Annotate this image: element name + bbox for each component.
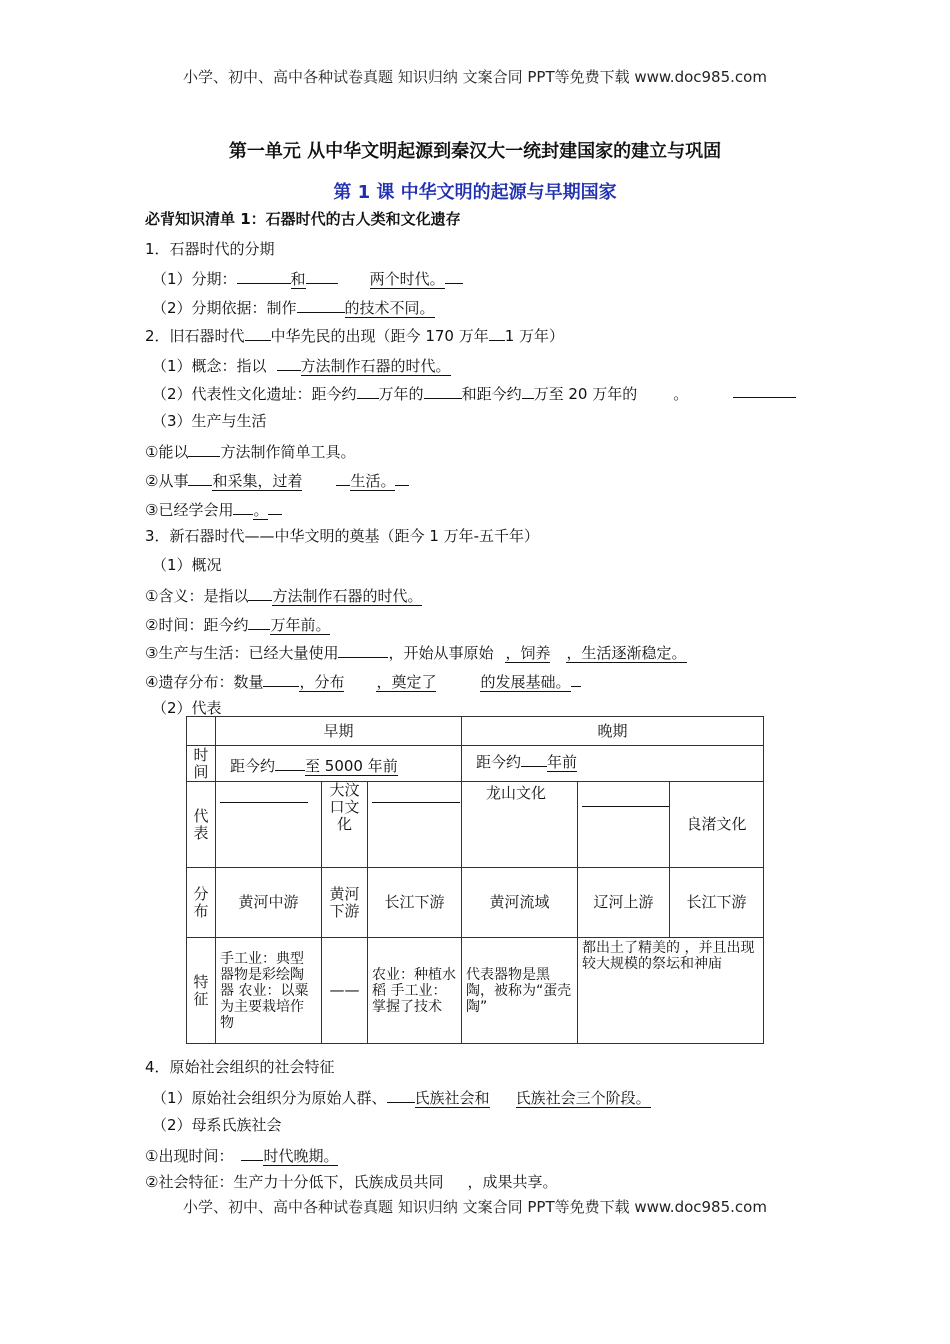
item-3-heading: 3．新石器时代——中华文明的奠基（距今 1 万年-五千年）	[145, 527, 540, 545]
row-label-dist: 分布	[187, 868, 216, 938]
culture-table	[186, 716, 764, 1044]
feat-3: 农业：种植水稻 手工业：掌握了技术	[368, 938, 462, 1044]
rep-blank-2	[368, 782, 462, 868]
unit-title: 第一单元 从中华文明起源到秦汉大一统封建国家的建立与巩固	[228, 141, 722, 162]
time-late: 距今约 年前	[462, 746, 764, 782]
item-3-1-b: ②时间：距今约 万年前。	[145, 612, 330, 635]
item-2-1: （1）概念：指以 方法制作石器的时代。	[152, 353, 451, 376]
lesson-title: 第 1 课 中华文明的起源与早期国家	[333, 182, 617, 203]
item-4-1: （1）原始社会组织分为原始人群、 氏族社会和 氏族社会三个阶段。	[152, 1085, 651, 1108]
item-3-2: （2）代表	[152, 699, 222, 717]
dist-6: 长江下游	[670, 868, 764, 938]
item-2-3: （3）生产与生活	[152, 412, 267, 430]
header-late: 晚期	[462, 717, 764, 746]
item-3-1-c: ③生产与生活：已经大量使用 ，开始从事原始 ，饲养 ，生活逐渐稳定。	[145, 640, 687, 663]
dist-2: 黄河下游	[322, 868, 368, 938]
rep-liangzhu: 良渚文化	[670, 782, 764, 868]
item-4-2: （2）母系氏族社会	[152, 1116, 282, 1134]
header-early: 早期	[216, 717, 462, 746]
time-early: 距今约 至 5000 年前	[216, 746, 462, 782]
item-2-2: （2）代表性文化遗址：距今约 万年的 和距今约 万至 20 万年的 。	[152, 381, 688, 404]
feat-2: ——	[322, 938, 368, 1044]
item-3-1-a: ①含义：是指以 方法制作石器的时代。	[145, 583, 422, 606]
row-label-feat: 特征	[187, 938, 216, 1044]
dist-1: 黄河中游	[216, 868, 322, 938]
item-1-heading: 1．石器时代的分期	[145, 240, 275, 258]
page-header: 小学、初中、高中各种试卷真题 知识归纳 文案合同 PPT等免费下载 www.doc985.com	[183, 68, 767, 86]
section-title: 必背知识清单 1：石器时代的古人类和文化遗存	[145, 210, 461, 228]
dist-3: 长江下游	[368, 868, 462, 938]
rep-blank-3	[578, 782, 670, 868]
rep-longshan: 龙山文化	[462, 782, 578, 868]
item-1-2: （2）分期依据：制作 的技术不同。	[152, 295, 435, 318]
item-2-3-c: ③已经学会用 。	[145, 497, 282, 520]
feat-5: 都出土了精美的 ，并且出现较大规模的祭坛和神庙	[578, 938, 764, 1044]
rep-dawenkou: 大汶口文化	[322, 782, 368, 868]
rep-blank-1	[216, 782, 322, 868]
dist-5: 辽河上游	[578, 868, 670, 938]
item-3-1-d: ④遗存分布：数量 ，分布 ，奠定了 的发展基础。	[145, 669, 581, 692]
page-footer: 小学、初中、高中各种试卷真题 知识归纳 文案合同 PPT等免费下载 www.doc985.com	[183, 1198, 767, 1216]
row-label-time: 时间	[187, 746, 216, 782]
feat-1: 手工业：典型器物是彩绘陶器 农业：以粟为主要栽培作物	[216, 938, 322, 1044]
item-2-heading: 2．旧石器时代 中华先民的出现（距今 170 万年 1 万年）	[145, 323, 564, 346]
dist-4: 黄河流域	[462, 868, 578, 938]
item-2-3-b: ②从事 和采集，过着 生活。	[145, 468, 409, 491]
row-label-rep: 代表	[187, 782, 216, 868]
feat-4: 代表器物是黑陶，被称为“蛋壳陶”	[462, 938, 578, 1044]
item-4-heading: 4．原始社会组织的社会特征	[145, 1058, 335, 1076]
item-4-2-a: ①出现时间： 时代晚期。	[145, 1143, 338, 1166]
item-4-2-b: ②社会特征：生产力十分低下，氏族成员共同 ，成果共享。	[145, 1173, 558, 1191]
item-3-1: （1）概况	[152, 556, 222, 574]
item-1-1: （1）分期： 和 两个时代。	[152, 266, 463, 289]
answer-blank	[733, 397, 796, 398]
item-2-3-a: ①能以 方法制作简单工具。	[145, 439, 355, 462]
